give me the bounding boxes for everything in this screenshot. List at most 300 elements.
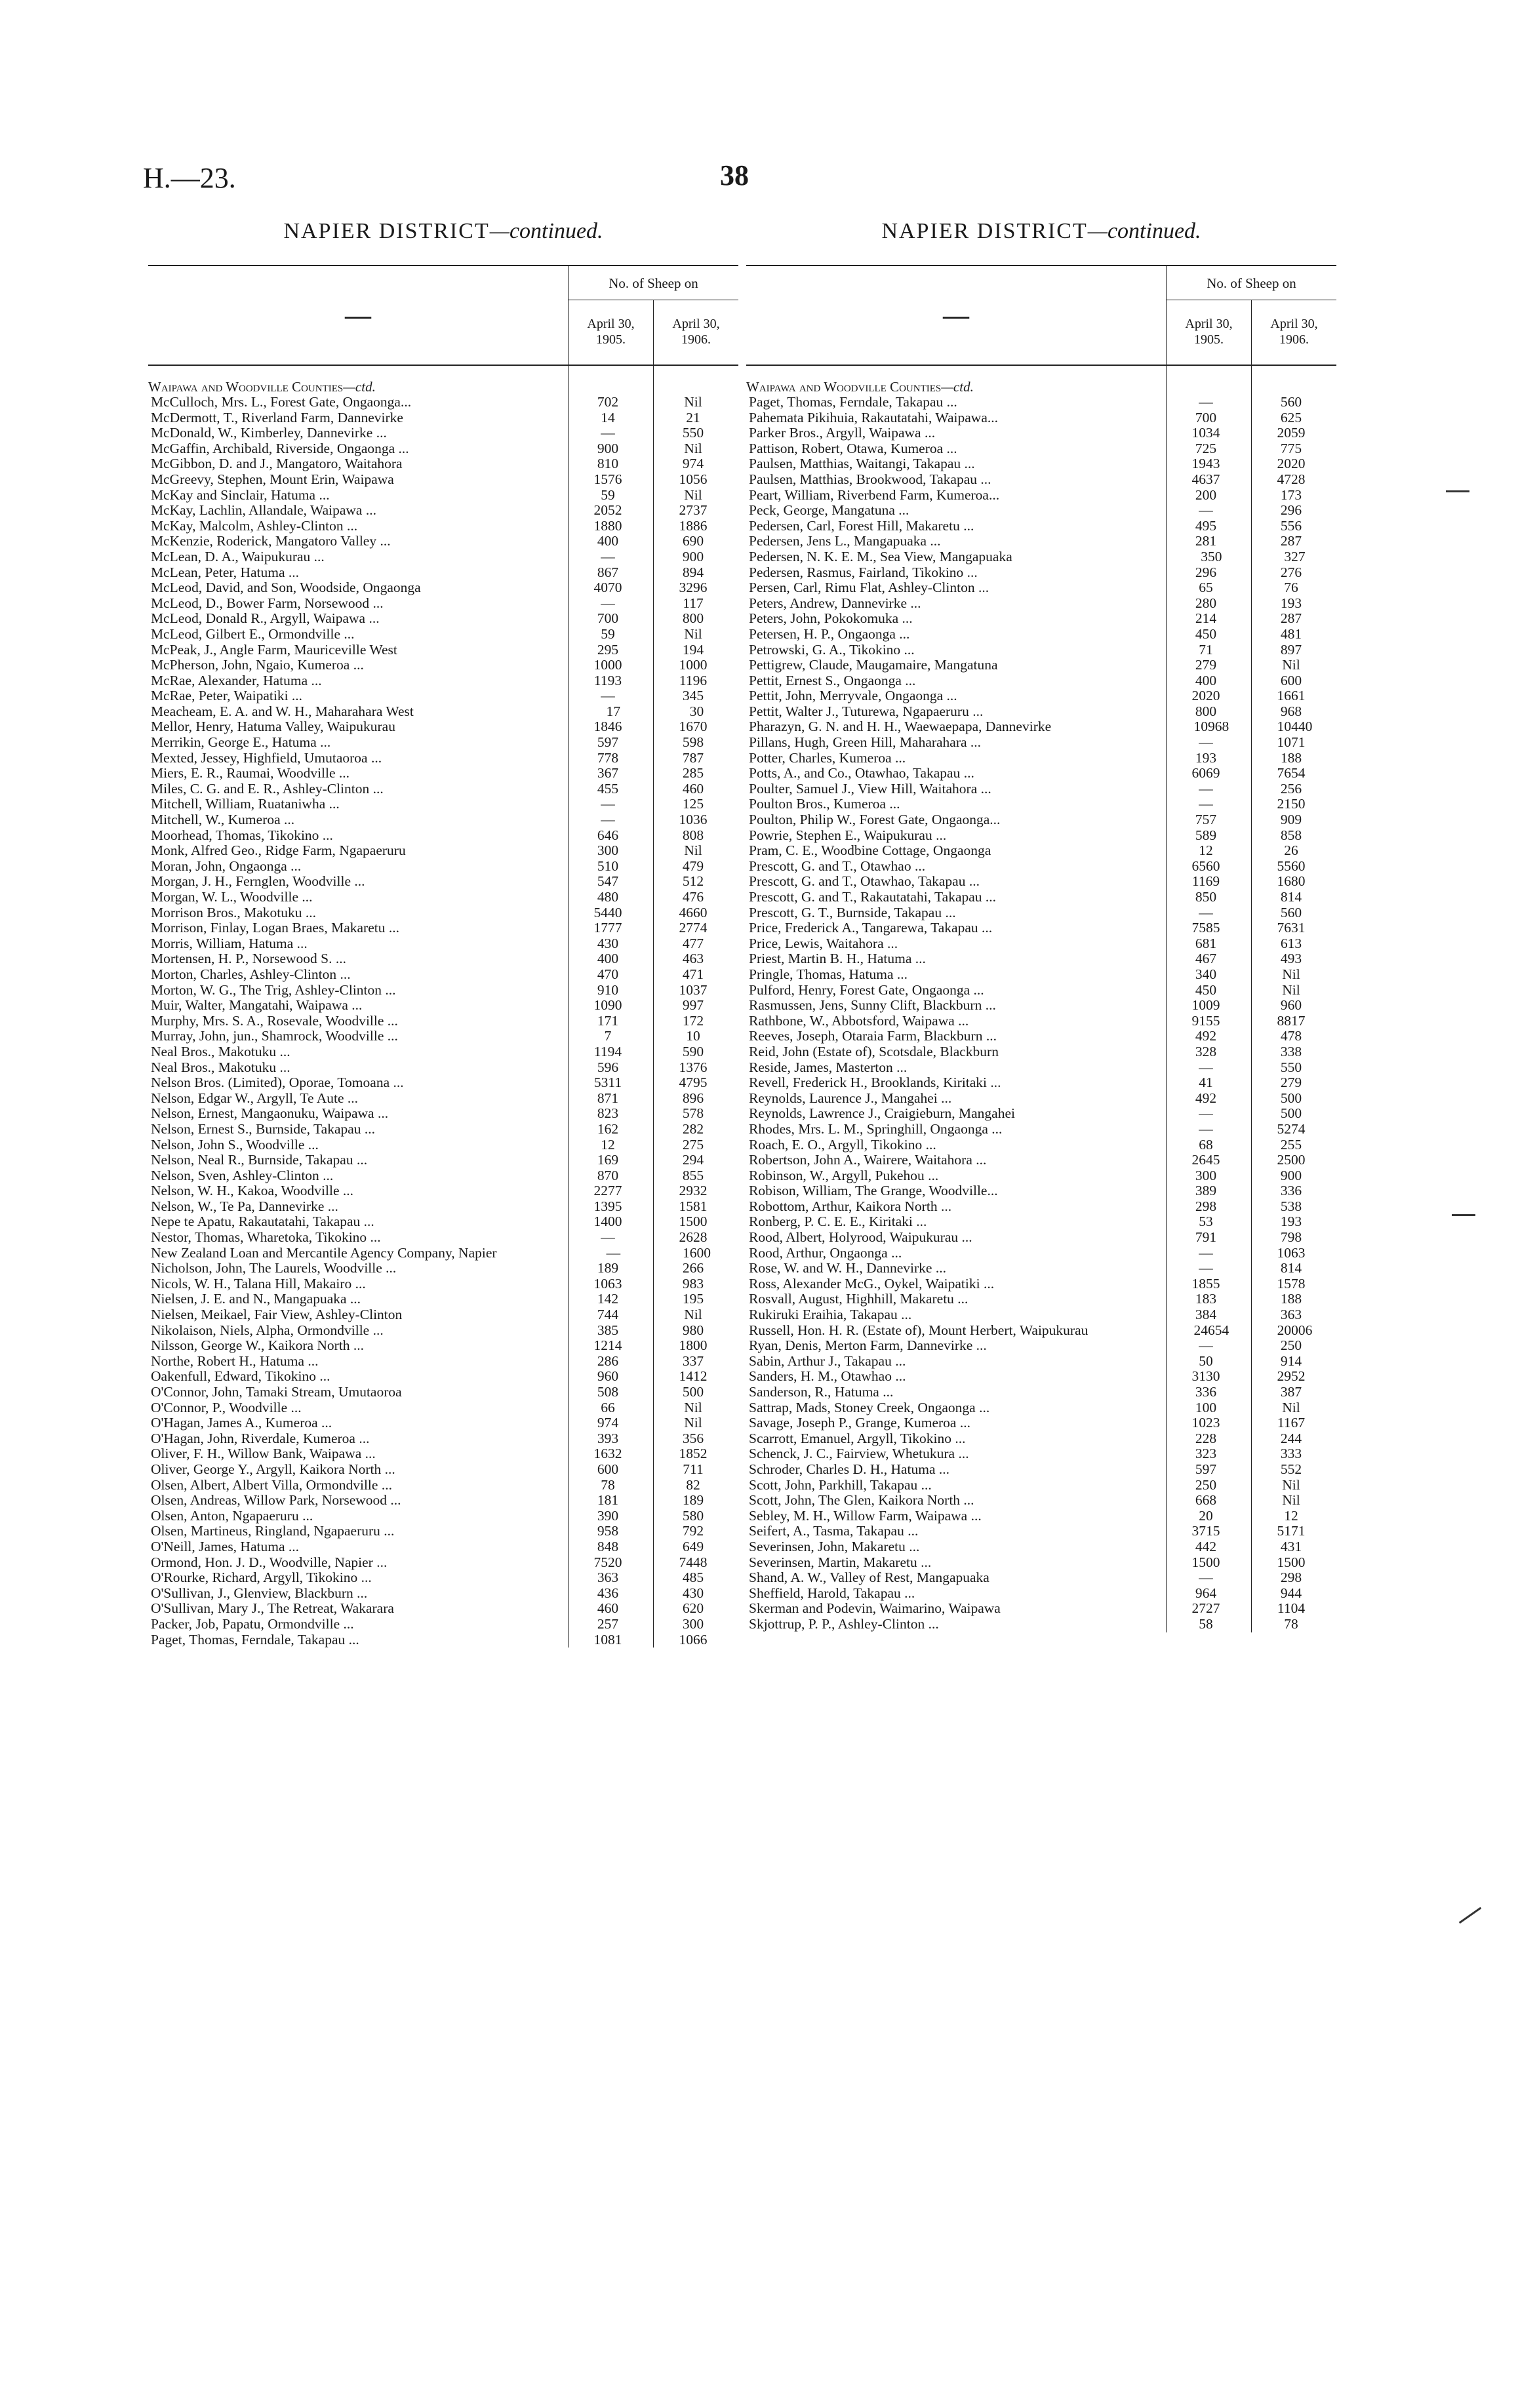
sheep-1906-cell: 244 bbox=[1280, 1430, 1302, 1446]
table-row bbox=[148, 565, 738, 581]
sheep-1906-cell: 980 bbox=[682, 1322, 704, 1338]
table-row bbox=[746, 611, 1336, 627]
owner-name-cell: Nelson, W., Te Pa, Dannevirke ... bbox=[151, 1198, 338, 1214]
table-row bbox=[746, 719, 1336, 735]
sheep-1905-cell: 1943 bbox=[1191, 456, 1220, 472]
table-row bbox=[148, 951, 738, 967]
owner-name-cell: McGibbon, D. and J., Mangatoro, Waitahora bbox=[151, 456, 403, 472]
sheep-1905-cell: — bbox=[1199, 1105, 1213, 1122]
sheep-1905-cell: 7585 bbox=[1191, 920, 1220, 936]
document-reference: H.—23. bbox=[143, 162, 236, 194]
sheep-1906-cell: 550 bbox=[1280, 1059, 1302, 1075]
sheep-1905-cell: 12 bbox=[1199, 842, 1213, 859]
table-row bbox=[746, 1601, 1336, 1617]
sheep-1905-cell: 823 bbox=[597, 1105, 619, 1122]
owner-name-cell: Reynolds, Lawrence J., Craigieburn, Mangahei bbox=[749, 1106, 1015, 1122]
table-row bbox=[148, 843, 738, 859]
table-row bbox=[746, 951, 1336, 967]
sheep-1905-cell: 596 bbox=[597, 1059, 619, 1075]
sheep-1906-cell: Nil bbox=[1282, 981, 1300, 998]
table-row bbox=[746, 519, 1336, 534]
table-row bbox=[148, 1137, 738, 1153]
owner-name-cell: Peters, Andrew, Dannevirke ... bbox=[749, 595, 921, 611]
left-column bbox=[148, 216, 738, 1648]
sheep-1905-cell: — bbox=[1199, 796, 1213, 812]
sheep-1906-cell: 1056 bbox=[679, 471, 708, 487]
sheep-1906-cell: 189 bbox=[682, 1492, 704, 1509]
sheep-1906-cell: 30 bbox=[689, 703, 704, 719]
sheep-1906-cell: Nil bbox=[684, 1399, 702, 1415]
owner-name-cell: Pahemata Pikihuia, Rakautatahi, Waipawa... bbox=[749, 410, 998, 425]
owner-name-cell: Shand, A. W., Valley of Rest, Mangapuaka bbox=[749, 1570, 989, 1586]
owner-name-cell: Pattison, Robert, Otawa, Kumeroa ... bbox=[749, 441, 957, 456]
sheep-1905-cell: 589 bbox=[1195, 827, 1217, 843]
sheep-1906-cell: 814 bbox=[1280, 1260, 1302, 1276]
table-row bbox=[148, 1183, 738, 1199]
table-row bbox=[148, 488, 738, 503]
sheep-1906-cell: 20006 bbox=[1277, 1322, 1313, 1338]
sheep-1905-cell: 65 bbox=[1199, 580, 1213, 596]
sheep-1906-cell: 193 bbox=[1280, 595, 1302, 611]
year-1906-header: April 30, 1906. bbox=[653, 300, 738, 365]
table-row bbox=[148, 673, 738, 689]
table-row bbox=[148, 1509, 738, 1524]
owner-name-cell: Sabin, Arthur J., Takapau ... bbox=[749, 1353, 906, 1369]
sheep-1905-cell: 702 bbox=[597, 394, 619, 410]
district-title: NAPIER DISTRICT bbox=[881, 219, 1088, 243]
owner-name-cell: Paulsen, Matthias, Waitangi, Takapau ... bbox=[749, 456, 975, 472]
sheep-1905-cell: 810 bbox=[597, 456, 619, 472]
table-row bbox=[148, 1539, 738, 1555]
owner-name-cell: Nelson, Ernest, Mangaonuku, Waipawa ... bbox=[151, 1106, 389, 1122]
sheep-1905-cell: 1576 bbox=[593, 471, 622, 487]
table-row bbox=[148, 751, 738, 766]
owner-name-cell: Morton, W. G., The Trig, Ashley-Clinton ... bbox=[151, 982, 396, 998]
owner-name-cell: McKenzie, Roderick, Mangatoro Valley ... bbox=[151, 534, 391, 549]
sheep-1905-cell: — bbox=[601, 796, 615, 812]
owner-name-cell: Moorhead, Thomas, Tikokino ... bbox=[151, 827, 333, 843]
owner-name-cell: McDermott, T., Riverland Farm, Dannevirke bbox=[151, 410, 403, 425]
sheep-1905-cell: 400 bbox=[1195, 672, 1217, 688]
sheep-1905-cell: 250 bbox=[1195, 1476, 1217, 1493]
owner-name-cell: Pharazyn, G. N. and H. H., Waewaepapa, Dannevirke bbox=[749, 719, 1052, 735]
sheep-1906-cell: Nil bbox=[1282, 966, 1300, 982]
owner-name-cell: McGreevy, Stephen, Mount Erin, Waipawa bbox=[151, 471, 394, 487]
owner-name-cell: Sanders, H. M., Otawhao ... bbox=[749, 1369, 906, 1385]
sheep-1905-cell: — bbox=[1199, 780, 1213, 797]
sheep-1905-cell: 470 bbox=[597, 966, 619, 982]
owner-name-cell: Schroder, Charles D. H., Hatuma ... bbox=[749, 1461, 950, 1477]
owner-name-cell: Monk, Alfred Geo., Ridge Farm, Ngapaeruru bbox=[151, 843, 406, 859]
owner-name-cell: Mitchell, William, Ruataniwha ... bbox=[151, 797, 340, 812]
owner-name-cell: Nelson, W. H., Kakoa, Woodville ... bbox=[151, 1183, 353, 1199]
sheep-1906-cell: 430 bbox=[682, 1585, 704, 1601]
sheep-1906-cell: 337 bbox=[682, 1352, 704, 1369]
sheep-1906-cell: 787 bbox=[682, 749, 704, 766]
owner-name-cell: Olsen, Albert, Albert Villa, Ormondville ... bbox=[151, 1477, 392, 1493]
table-row bbox=[746, 828, 1336, 844]
owner-name-cell: Rood, Arthur, Ongaonga ... bbox=[749, 1245, 902, 1261]
sheep-1905-cell: 508 bbox=[597, 1384, 619, 1400]
owner-name-cell: Ormond, Hon. J. D., Woodville, Napier ... bbox=[151, 1554, 388, 1570]
owner-name-cell: Nielsen, Meikael, Fair View, Ashley-Clinton bbox=[151, 1307, 403, 1323]
table-row bbox=[148, 456, 738, 472]
no-of-sheep-header: No. of Sheep on bbox=[568, 266, 738, 300]
sheep-1906-cell: 26 bbox=[1284, 842, 1298, 859]
table-row bbox=[746, 1060, 1336, 1076]
owner-name-cell: Potter, Charles, Kumeroa ... bbox=[749, 750, 906, 766]
sheep-1905-cell: 50 bbox=[1199, 1352, 1213, 1369]
sheep-1906-cell: 387 bbox=[1280, 1384, 1302, 1400]
table-row bbox=[746, 658, 1336, 673]
owner-name-cell: Parker Bros., Argyll, Waipawa ... bbox=[749, 425, 936, 441]
table-row bbox=[148, 1369, 738, 1385]
sheep-1906-cell: Nil bbox=[684, 1307, 702, 1323]
owner-name-cell: Miles, C. G. and E. R., Ashley-Clinton ... bbox=[151, 781, 384, 797]
sheep-1905-cell: 1023 bbox=[1191, 1415, 1220, 1431]
sheep-1905-cell: 1395 bbox=[593, 1198, 622, 1214]
sheep-1906-cell: 294 bbox=[682, 1152, 704, 1168]
sheep-1906-cell: 944 bbox=[1280, 1585, 1302, 1601]
owner-name-cell: O'Sullivan, J., Glenview, Blackburn ... bbox=[151, 1585, 368, 1601]
owner-name-cell: Oakenfull, Edward, Tikokino ... bbox=[151, 1369, 330, 1385]
sheep-1906-cell: Nil bbox=[1282, 1476, 1300, 1493]
owner-name-cell: Paget, Thomas, Ferndale, Takapau ... bbox=[151, 1632, 359, 1648]
table-row bbox=[148, 1106, 738, 1122]
sheep-1905-cell: — bbox=[1199, 904, 1213, 920]
sheep-1905-cell: 298 bbox=[1195, 1198, 1217, 1214]
owner-name-cell: Poulton Bros., Kumeroa ... bbox=[749, 797, 900, 812]
owner-name-cell: McLeod, D., Bower Farm, Norsewood ... bbox=[151, 595, 384, 611]
sheep-1906-cell: 2737 bbox=[679, 502, 708, 519]
sheep-1906-cell: 1852 bbox=[679, 1446, 708, 1462]
sheep-1906-cell: 1412 bbox=[679, 1368, 708, 1385]
sheep-1905-cell: 193 bbox=[1195, 749, 1217, 766]
sheep-1906-cell: 250 bbox=[1280, 1337, 1302, 1354]
sheep-1905-cell: 455 bbox=[597, 780, 619, 797]
sheep-1905-cell: 1400 bbox=[593, 1214, 622, 1230]
sheep-1906-cell: 580 bbox=[682, 1507, 704, 1524]
sheep-1905-cell: 24654 bbox=[1193, 1322, 1229, 1338]
sheep-1906-cell: 1036 bbox=[679, 812, 708, 828]
sheep-1906-cell: 10440 bbox=[1277, 719, 1313, 735]
table-row bbox=[746, 812, 1336, 828]
sheep-1905-cell: 295 bbox=[597, 641, 619, 658]
table-row bbox=[148, 1168, 738, 1184]
sheep-1906-cell: 117 bbox=[683, 595, 704, 611]
owner-name-cell: Nicholson, John, The Laurels, Woodville ... bbox=[151, 1261, 397, 1276]
sheep-1905-cell: 778 bbox=[597, 749, 619, 766]
sheep-1905-cell: 257 bbox=[597, 1615, 619, 1632]
owner-name-cell: Price, Lewis, Waitahora ... bbox=[749, 936, 898, 951]
sheep-1906-cell: 296 bbox=[1280, 502, 1302, 519]
owner-name-cell: Neal Bros., Makotuku ... bbox=[151, 1059, 290, 1075]
sheep-1906-cell: 172 bbox=[682, 1012, 704, 1029]
sheep-1905-cell: — bbox=[1199, 502, 1213, 519]
sheep-1906-cell: 477 bbox=[682, 935, 704, 951]
sheep-1905-cell: 1009 bbox=[1191, 997, 1220, 1014]
sheep-1905-cell: — bbox=[601, 595, 615, 611]
sheep-1905-cell: 597 bbox=[1195, 1461, 1217, 1477]
sheep-1905-cell: 68 bbox=[1199, 1136, 1213, 1153]
sheep-1906-cell: 327 bbox=[1284, 548, 1306, 564]
table-row bbox=[746, 472, 1336, 488]
sheep-1905-cell: 9155 bbox=[1191, 1012, 1220, 1029]
table-row bbox=[746, 534, 1336, 549]
sheep-1906-cell: 968 bbox=[1280, 703, 1302, 719]
table-row bbox=[746, 503, 1336, 519]
sheep-1905-cell: 58 bbox=[1199, 1615, 1213, 1632]
sheep-1905-cell: 3130 bbox=[1191, 1368, 1220, 1385]
sheep-1905-cell: 668 bbox=[1195, 1492, 1217, 1509]
sheep-1906-cell: 792 bbox=[682, 1523, 704, 1539]
sheep-1905-cell: 162 bbox=[597, 1120, 619, 1137]
owner-name-cell: Ronberg, P. C. E. E., Kiritaki ... bbox=[749, 1214, 927, 1230]
owner-name-cell: Peters, John, Pokokomuka ... bbox=[749, 611, 913, 627]
sheep-1906-cell: 356 bbox=[682, 1430, 704, 1446]
sheep-1905-cell: — bbox=[601, 812, 615, 828]
sheep-1906-cell: 7631 bbox=[1277, 920, 1306, 936]
sheep-1905-cell: 600 bbox=[597, 1461, 619, 1477]
owner-name-cell: Nikolaison, Niels, Alpha, Ormondville ... bbox=[151, 1322, 384, 1338]
owner-name-cell: Murray, John, jun., Shamrock, Woodville ... bbox=[151, 1029, 398, 1044]
table-row bbox=[148, 425, 738, 441]
owner-name-cell: Reid, John (Estate of), Scotsdale, Blackburn bbox=[749, 1044, 999, 1059]
sheep-1906-cell: 983 bbox=[682, 1275, 704, 1292]
table-row bbox=[746, 1385, 1336, 1400]
sheep-1906-cell: 550 bbox=[682, 425, 704, 441]
sheep-1905-cell: 300 bbox=[597, 842, 619, 859]
table-row bbox=[148, 967, 738, 983]
owner-name-cell: Pedersen, Rasmus, Fairland, Tikokino ... bbox=[749, 564, 978, 580]
sheep-1906-cell: 690 bbox=[682, 533, 704, 549]
sheep-1905-cell: 480 bbox=[597, 889, 619, 905]
owner-name-cell: Reeves, Joseph, Otaraia Farm, Blackburn ... bbox=[749, 1029, 997, 1044]
table-row bbox=[746, 456, 1336, 472]
sheep-1905-cell: 1846 bbox=[593, 719, 622, 735]
sheep-1905-cell: 7520 bbox=[593, 1554, 622, 1570]
owner-name-cell: Nelson, Edgar W., Argyll, Te Aute ... bbox=[151, 1090, 359, 1106]
sheep-1905-cell: 228 bbox=[1195, 1430, 1217, 1446]
sheep-1905-cell: 2052 bbox=[593, 502, 622, 519]
sheep-1906-cell: 1376 bbox=[679, 1059, 708, 1075]
owner-name-cell: Poulter, Samuel J., View Hill, Waitahora ... bbox=[749, 781, 991, 797]
owner-name-cell: Petrowski, G. A., Tikokino ... bbox=[749, 642, 915, 658]
owner-name-cell: Pedersen, Carl, Forest Hill, Makaretu ... bbox=[749, 518, 974, 534]
table-row bbox=[148, 1415, 738, 1431]
owner-name-cell: Morrison Bros., Makotuku ... bbox=[151, 905, 317, 920]
sheep-1905-cell: — bbox=[1199, 1337, 1213, 1354]
sheep-1905-cell: 41 bbox=[1199, 1075, 1213, 1091]
sheep-1906-cell: 1000 bbox=[679, 657, 708, 673]
page-number: 38 bbox=[720, 159, 749, 191]
table-row bbox=[746, 1509, 1336, 1524]
sheep-1906-cell: 82 bbox=[686, 1476, 700, 1493]
table-row bbox=[148, 1044, 738, 1060]
sheep-1906-cell: 800 bbox=[682, 610, 704, 627]
table-row bbox=[148, 766, 738, 781]
owner-name-cell: Scott, John, The Glen, Kaikora North ... bbox=[749, 1493, 974, 1509]
owner-name-cell: Olsen, Martineus, Ringland, Ngapaeruru ... bbox=[151, 1524, 395, 1539]
owner-name-cell: Olsen, Anton, Ngapaeruru ... bbox=[151, 1508, 313, 1524]
table-row bbox=[746, 1106, 1336, 1122]
table-row bbox=[148, 905, 738, 921]
owner-name-cell: Morton, Charles, Ashley-Clinton ... bbox=[151, 966, 351, 982]
sheep-1906-cell: 275 bbox=[682, 1136, 704, 1153]
owner-name-cell: O'Connor, John, Tamaki Stream, Umutaoroa bbox=[151, 1385, 402, 1400]
sheep-1906-cell: 620 bbox=[682, 1600, 704, 1617]
table-row bbox=[746, 1214, 1336, 1230]
sheep-1906-cell: 1037 bbox=[679, 981, 708, 998]
table-row bbox=[746, 1446, 1336, 1462]
sheep-1906-cell: 1063 bbox=[1277, 1244, 1306, 1261]
sheep-1906-cell: 2774 bbox=[679, 920, 708, 936]
owner-name-cell: Sebley, M. H., Willow Farm, Waipawa ... bbox=[749, 1508, 982, 1524]
owner-name-cell: Rood, Albert, Holyrood, Waipukurau ... bbox=[749, 1230, 972, 1246]
sheep-1906-cell: 2932 bbox=[679, 1183, 708, 1199]
sheep-1905-cell: 870 bbox=[597, 1167, 619, 1183]
table-row bbox=[746, 1586, 1336, 1602]
owner-name-cell: O'Neill, James, Hatuma ... bbox=[151, 1539, 299, 1554]
owner-name-cell: Rasmussen, Jens, Sunny Clift, Blackburn ... bbox=[749, 998, 996, 1014]
table-row bbox=[148, 1276, 738, 1292]
sheep-1906-cell: 855 bbox=[682, 1167, 704, 1183]
sheep-1905-cell: 467 bbox=[1195, 951, 1217, 967]
sheep-1905-cell: 20 bbox=[1199, 1507, 1213, 1524]
table-row bbox=[746, 642, 1336, 658]
table-row bbox=[746, 1555, 1336, 1571]
owner-name-cell: Pram, C. E., Woodbine Cottage, Ongaonga bbox=[749, 843, 991, 859]
owner-name-cell: Prescott, G. and T., Otawhao, Takapau ... bbox=[749, 874, 980, 890]
table-row bbox=[746, 1075, 1336, 1091]
sheep-1905-cell: 800 bbox=[1195, 703, 1217, 719]
sheep-1905-cell: 436 bbox=[597, 1585, 619, 1601]
sheep-1906-cell: 1670 bbox=[679, 719, 708, 735]
owner-name-cell: Merrikin, George E., Hatuma ... bbox=[151, 735, 331, 751]
sheep-1905-cell: 910 bbox=[597, 981, 619, 998]
sheep-1905-cell: 1500 bbox=[1191, 1554, 1220, 1570]
margin-mark bbox=[1452, 1214, 1475, 1216]
table-row bbox=[746, 1431, 1336, 1447]
table-row bbox=[148, 395, 738, 410]
table-row bbox=[746, 627, 1336, 642]
sheep-1905-cell: 791 bbox=[1195, 1229, 1217, 1246]
sheep-1905-cell: 1214 bbox=[593, 1337, 622, 1354]
margin-mark bbox=[1459, 1907, 1481, 1924]
sheep-1906-cell: 2150 bbox=[1277, 796, 1306, 812]
owner-name-cell: Pringle, Thomas, Hatuma ... bbox=[749, 966, 908, 982]
owner-name-cell: McPeak, J., Angle Farm, Mauriceville West bbox=[151, 642, 397, 658]
table-row bbox=[148, 1323, 738, 1339]
table-row bbox=[148, 1601, 738, 1617]
sheep-1905-cell: — bbox=[606, 1244, 621, 1261]
owner-name-cell: Mellor, Henry, Hatuma Valley, Waipukurau bbox=[151, 719, 395, 735]
owner-name-cell: Persen, Carl, Rimu Flat, Ashley-Clinton ... bbox=[749, 580, 989, 596]
table-row bbox=[746, 580, 1336, 596]
owner-name-cell: Scott, John, Parkhill, Takapau ... bbox=[749, 1477, 932, 1493]
sheep-1906-cell: 188 bbox=[1280, 1291, 1302, 1307]
table-row bbox=[746, 781, 1336, 797]
table-row bbox=[746, 843, 1336, 859]
owner-name-cell: Nelson, John S., Woodville ... bbox=[151, 1137, 319, 1153]
sheep-1905-cell: 183 bbox=[1195, 1291, 1217, 1307]
table-row bbox=[148, 1400, 738, 1416]
sheep-1906-cell: 285 bbox=[682, 765, 704, 781]
sheep-1906-cell: 10 bbox=[686, 1028, 700, 1044]
sheep-1906-cell: 256 bbox=[1280, 780, 1302, 797]
table-row bbox=[746, 1570, 1336, 1586]
sheep-1906-cell: 1800 bbox=[679, 1337, 708, 1354]
sheep-1905-cell: 1081 bbox=[593, 1631, 622, 1648]
sheep-1906-cell: 125 bbox=[682, 796, 704, 812]
sheep-1906-cell: 3296 bbox=[679, 580, 708, 596]
sheep-1905-cell: 958 bbox=[597, 1523, 619, 1539]
sheep-1906-cell: 914 bbox=[1280, 1352, 1302, 1369]
sheep-1905-cell: 328 bbox=[1195, 1043, 1217, 1059]
table-row bbox=[746, 1415, 1336, 1431]
table-row bbox=[148, 1524, 738, 1539]
owner-name-cell: Russell, Hon. H. R. (Estate of), Mount Herbert, Waipukurau bbox=[749, 1322, 1089, 1338]
sheep-1905-cell: 296 bbox=[1195, 564, 1217, 580]
sheep-1906-cell: 598 bbox=[682, 734, 704, 751]
table-row bbox=[746, 905, 1336, 921]
owner-name-cell: Morgan, J. H., Fernglen, Woodville ... bbox=[151, 874, 365, 890]
sheep-1905-cell: — bbox=[601, 425, 615, 441]
owner-name-cell: Nicols, W. H., Talana Hill, Makairo ... bbox=[151, 1276, 366, 1292]
sheep-1906-cell: 276 bbox=[1280, 564, 1302, 580]
table-row bbox=[746, 1276, 1336, 1292]
owner-name-cell: Packer, Job, Papatu, Ormondville ... bbox=[151, 1616, 354, 1632]
table-header bbox=[148, 265, 738, 366]
sheep-1905-cell: 71 bbox=[1199, 641, 1213, 658]
sheep-1906-cell: 896 bbox=[682, 1090, 704, 1106]
owner-name-cell: Seifert, A., Tasma, Takapau ... bbox=[749, 1524, 919, 1539]
table-row bbox=[148, 1060, 738, 1076]
sheep-1906-cell: 552 bbox=[1280, 1461, 1302, 1477]
owner-name-cell: Severinsen, John, Makaretu ... bbox=[749, 1539, 920, 1554]
sheep-1906-cell: 1581 bbox=[679, 1198, 708, 1214]
sheep-1906-cell: 600 bbox=[1280, 672, 1302, 688]
owner-name-cell: McDonald, W., Kimberley, Dannevirke ... bbox=[151, 425, 387, 441]
owner-name-cell: Robottom, Arthur, Kaikora North ... bbox=[749, 1198, 952, 1214]
sheep-1905-cell: 214 bbox=[1195, 610, 1217, 627]
table-row bbox=[746, 1199, 1336, 1215]
sheep-1906-cell: 1071 bbox=[1277, 734, 1306, 751]
sheep-1905-cell: 681 bbox=[1195, 935, 1217, 951]
sheep-1905-cell: 430 bbox=[597, 935, 619, 951]
sheep-1905-cell: 1090 bbox=[593, 997, 622, 1014]
year-1906-header: April 30, 1906. bbox=[1251, 300, 1336, 365]
table-row bbox=[148, 920, 738, 936]
sheep-1905-cell: 1194 bbox=[593, 1043, 622, 1059]
sheep-1906-cell: 5560 bbox=[1277, 858, 1306, 874]
owner-name-cell: Robinson, W., Argyll, Pukehou ... bbox=[749, 1168, 939, 1183]
sheep-1905-cell: 1063 bbox=[593, 1275, 622, 1292]
sheep-1906-cell: 287 bbox=[1280, 533, 1302, 549]
owner-name-cell: Morgan, W. L., Woodville ... bbox=[151, 890, 313, 905]
table-row bbox=[148, 1307, 738, 1323]
sheep-1906-cell: 711 bbox=[683, 1461, 704, 1477]
table-row bbox=[148, 580, 738, 596]
table-row bbox=[746, 967, 1336, 983]
sheep-1906-cell: 500 bbox=[682, 1384, 704, 1400]
sheep-1906-cell: 625 bbox=[1280, 409, 1302, 425]
table-row bbox=[148, 828, 738, 844]
sheep-1905-cell: 400 bbox=[597, 533, 619, 549]
sheep-1905-cell: 1193 bbox=[593, 672, 622, 688]
owner-name-cell: Pettigrew, Claude, Maugamaire, Mangatuna bbox=[749, 658, 998, 673]
district-title-suffix: —continued. bbox=[1087, 219, 1201, 243]
